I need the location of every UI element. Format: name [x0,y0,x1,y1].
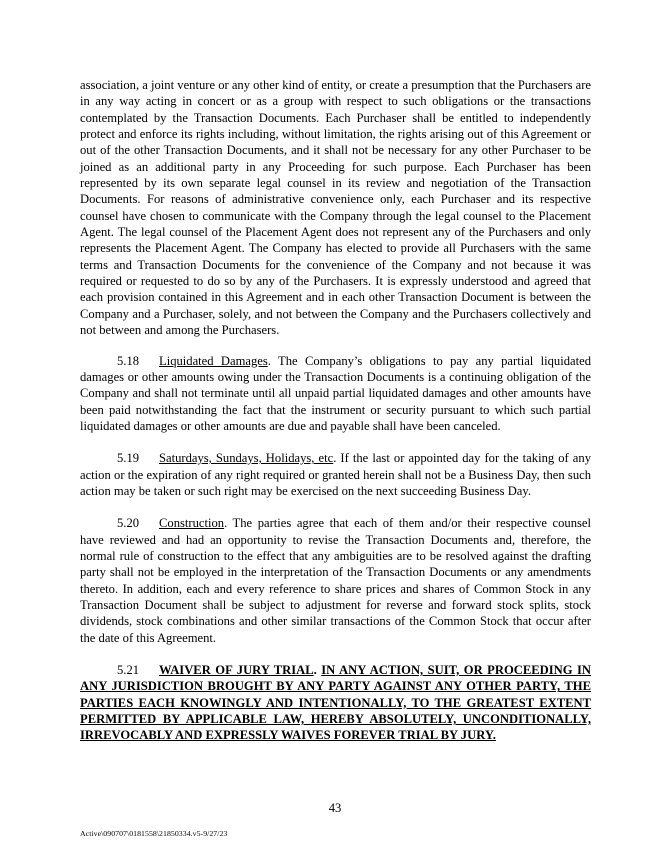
section-body: . If the last or appointed day for the taking of any action or the expiration of any right required or granted herein shall not be a Business Day, then such action may be taken or such right may be exercised on the next succeeding Business Day. [80,451,591,498]
section-heading-period: . [313,663,317,677]
section-number: 5.18 [117,353,140,368]
section-number: 5.19 [117,451,140,466]
section-heading: Saturdays, Sundays, Holidays, etc [159,451,334,466]
section-body: . The parties agree that each of them and/or their respective counsel have reviewed and had an opportunity to revise the Transaction Documents and, therefore, the normal rule of construction to the effect that any ambiguities are to be resolved against the drafting party shall not be employed in the interpretation of the Transaction Documents or any amendments thereto. In addition, each and every reference to share prices and shares of Common Stock in any Transaction Document shall be subject to adjustment for reverse and forward stock splits, stock dividends, stock combinations and other similar transactions of the Common Stock that occur after the date of this Agreement. [80,516,591,645]
section-number: 5.20 [117,516,140,531]
document-id-footer: Active\090707\0181558\21850334.v5-9/27/23 [80,829,228,838]
section-body: IN ANY ACTION, SUIT, OR PROCEEDING IN ANY JURISDICTION BROUGHT BY ANY PARTY AGAINST ANY OTHER PARTY, THE PARTIES EACH KNOWINGLY AND INTENTIONALLY, TO THE GREATEST EXTENT PERMITTED BY APPLICABLE LAW, HEREBY ABSOLUTELY, UNCONDITIONALLY, IRREVOCABLY AND EXPRESSLY WAIVES FOREVER TRIAL BY JURY. [80,663,591,743]
continuation-paragraph: association, a joint venture or any other kind of entity, or create a presumption that the Purchasers are in any way acting in concert or as a group with respect to such obligations or the transactions contemplated by the Transaction Documents. Each Purchaser shall be entitled to independently protect and enforce its rights including, without limitation, the rights arising out of this Agreement or out of the other Transaction Documents, and it shall not be necessary for any other Purchaser to be joined as an additional party in any Proceeding for such purpose. Each Purchaser has been represented by its own separate legal counsel in its review and negotiation of the Transaction Documents. For reasons of administrative convenience only, each Purchaser and its respective counsel have chosen to communicate with the Company through the legal counsel to the Placement Agent. The legal counsel of the Placement Agent does not represent any of the Purchasers and only represents the Placement Agent. The Company has elected to provide all Purchasers with the same terms and Transaction Documents for the convenience of the Company and not because it was required or requested to do so by any of the Purchasers. It is expressly understood and agreed that each provision contained in this Agreement and in each other Transaction Document is between the Company and a Purchaser, solely, and not between the Company and the Purchasers collectively and not between and among the Purchasers. [80,78,591,338]
section-5-18 [80,353,591,435]
document-page [80,77,591,744]
section-number: 5.21 [117,663,140,677]
section-5-19 [80,450,591,499]
section-5-20 [80,515,591,646]
section-body: . The Company’s obligations to pay any partial liquidated damages or other amounts owing under the Transaction Documents is a continuing obligation of the Company and shall not terminate until all unpaid partial liquidated damages and other amounts have been paid notwithstanding the fact that the instrument or security pursuant to which such partial liquidated damages or other amounts are due and payable shall have been canceled. [80,353,591,433]
section-5-21 [80,662,591,744]
section-heading: Construction [159,516,225,531]
page-number: 43 [328,801,342,815]
section-heading: WAIVER OF JURY TRIAL [159,663,314,677]
section-heading: Liquidated Damages [159,353,268,368]
